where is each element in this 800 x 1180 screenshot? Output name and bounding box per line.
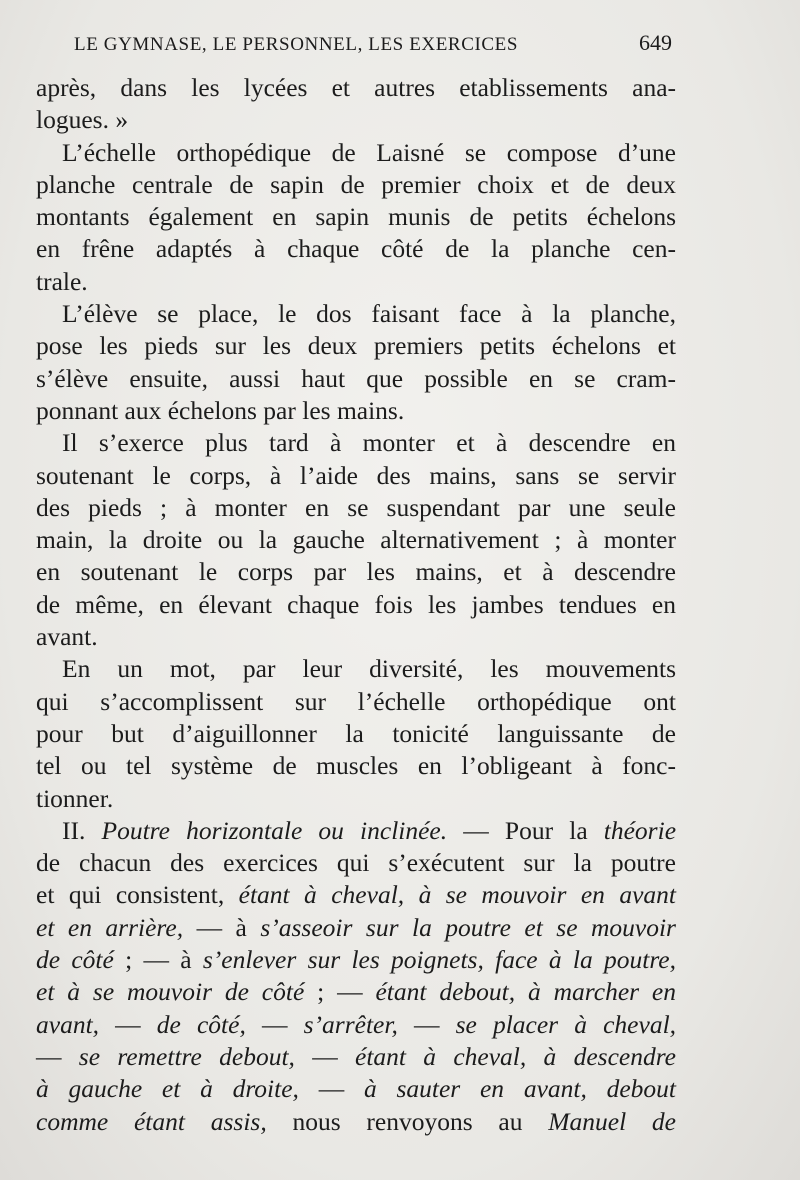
- body-text: [36, 72, 676, 1138]
- text-run: et qui consistent,: [36, 880, 239, 910]
- text-line: tionner.: [36, 783, 114, 813]
- text-run: de côté,: [156, 1009, 246, 1039]
- paragraph-4: [36, 427, 676, 653]
- text-run: avant,: [36, 1009, 100, 1039]
- text-run: ; —: [304, 977, 376, 1007]
- running-header: [74, 30, 672, 64]
- text-line: de même, en élevant chaque fois les jambes tendues en: [36, 589, 676, 619]
- text-line: après, dans les lycées et autres etablissements ana-: [36, 73, 676, 102]
- text-line: qui s’accomplissent sur l’échelle orthopédique ont: [36, 686, 676, 716]
- text-run: — Pour la: [447, 815, 604, 845]
- text-run: —: [36, 1041, 79, 1071]
- section-numeral: II.: [62, 815, 86, 845]
- text-line: [36, 1106, 676, 1138]
- text-line: L’échelle orthopédique de Laisné se compose d’une: [62, 137, 676, 167]
- text-line: en soutenant le corps par les mains, et à descendre: [36, 557, 676, 587]
- text-line: [36, 879, 676, 911]
- text-run: de côté: [36, 945, 114, 975]
- text-run: à gauche et à droite,: [36, 1074, 299, 1104]
- paragraph-2: [36, 137, 676, 298]
- text-run: à sauter en avant, debout: [363, 1074, 677, 1104]
- text-line: tel ou tel système de muscles en l’obligeant à fonc-: [36, 751, 676, 781]
- text-run: étant à cheval, à se mouvoir en avant: [238, 880, 676, 910]
- text-run: et en arrière,: [36, 912, 184, 942]
- text-run: étant debout, à marcher en: [375, 977, 676, 1007]
- text-run: —: [294, 1041, 355, 1071]
- paragraph-5: [36, 653, 676, 814]
- text-run: se remettre debout,: [78, 1041, 295, 1071]
- text-line: L’élève se place, le dos faisant face à la planche,: [62, 299, 676, 329]
- text-line: des pieds ; à monter en se suspendant par une seule: [36, 492, 676, 522]
- text-line: [36, 815, 676, 847]
- text-run: théorie: [603, 815, 677, 845]
- text-run: — à: [183, 912, 261, 942]
- paragraph-6: [36, 815, 676, 1138]
- text-line: de chacun des exercices qui s’exécutent sur la poutre: [36, 848, 676, 878]
- text-line: En un mot, par leur diversité, les mouvements: [62, 654, 676, 684]
- text-run: —: [298, 1074, 364, 1104]
- text-line: ponnant aux échelons par les mains.: [36, 395, 405, 425]
- text-line: planche centrale de sapin de premier choix et de deux: [36, 169, 676, 199]
- paragraph-3: [36, 298, 676, 427]
- text-run: et à se mouvoir de côté: [36, 977, 305, 1007]
- text-line: [36, 912, 676, 944]
- text-run: comme étant assis,: [36, 1106, 267, 1136]
- text-line: avant.: [36, 622, 98, 652]
- text-line: soutenant le corps, à l’aide des mains, sans se servir: [36, 460, 676, 490]
- text-line: pour but d’aiguillonner la tonicité languissante de: [36, 718, 676, 748]
- text-run: Manuel de: [548, 1106, 676, 1136]
- text-line: [36, 976, 676, 1008]
- paragraph-1: [36, 72, 676, 137]
- page-number: 649: [639, 30, 672, 55]
- text-run: étant à cheval, à descendre: [355, 1041, 677, 1071]
- text-line: pose les pieds sur les deux premiers petits échelons et: [36, 331, 676, 361]
- text-run: s’enlever sur les poignets, face à la poutre,: [202, 945, 677, 975]
- text-line: main, la droite ou la gauche alternativement ; à monter: [36, 525, 676, 555]
- text-run: s’arrêter,: [303, 1009, 398, 1039]
- text-run: —: [99, 1009, 157, 1039]
- text-line: s’élève ensuite, aussi haut que possible en se cram-: [36, 363, 676, 393]
- text-run: s’asseoir sur la poutre et se mouvoir: [260, 912, 676, 942]
- text-line: en frêne adaptés à chaque côté de la planche cen-: [36, 234, 676, 264]
- text-line: montants également en sapin munis de petits échelons: [36, 202, 676, 232]
- text-line: Il s’exerce plus tard à monter et à descendre en: [62, 428, 676, 458]
- text-line: [36, 1009, 676, 1041]
- section-heading: Poutre horizontale ou inclinée.: [101, 815, 448, 845]
- text-line: logues. »: [36, 105, 129, 135]
- text-line: trale.: [36, 266, 88, 296]
- text-run: nous renvoyons au: [266, 1106, 549, 1136]
- text-line: [36, 944, 676, 976]
- text-run: —: [397, 1009, 456, 1039]
- text-run: ; — à: [113, 945, 203, 975]
- text-line: [36, 1073, 676, 1105]
- text-run: se placer à cheval,: [455, 1009, 677, 1039]
- text-run: —: [245, 1009, 304, 1039]
- running-title: LE GYMNASE, LE PERSONNEL, LES EXERCICES: [74, 34, 519, 55]
- text-line: [36, 1041, 676, 1073]
